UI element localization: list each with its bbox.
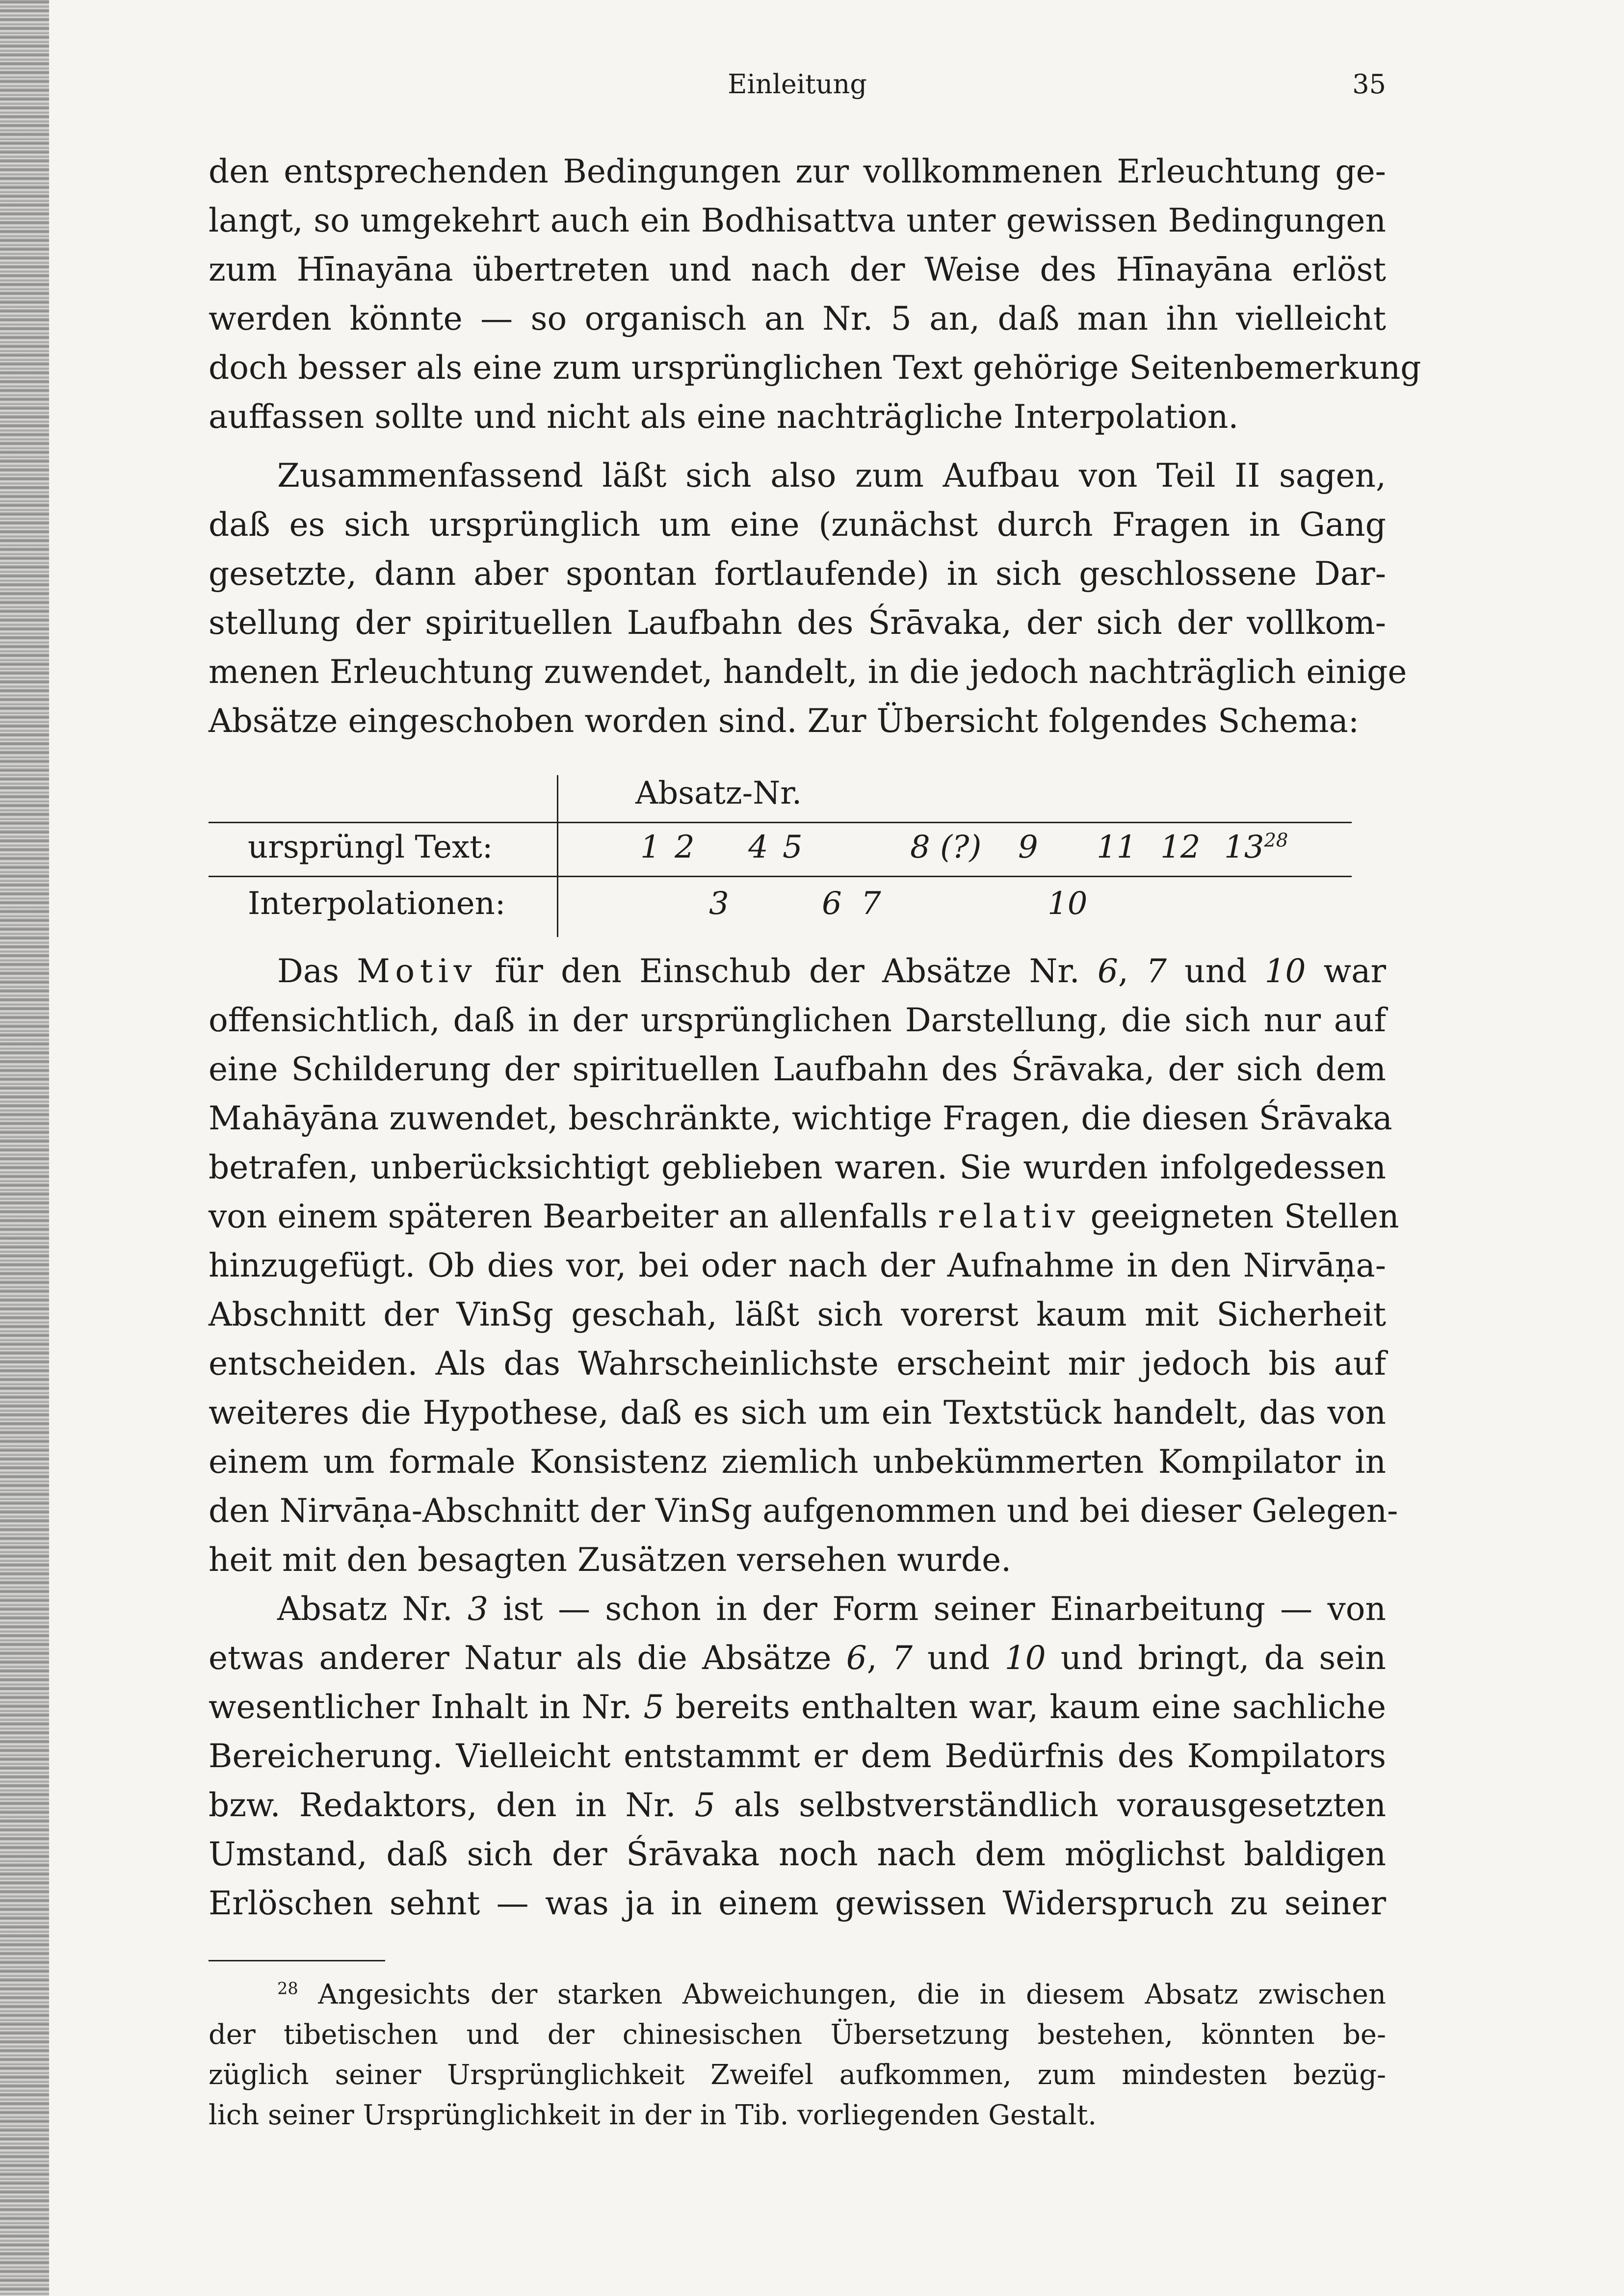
scheme-number: 5	[783, 829, 803, 865]
text-span: und bringt, da sein	[1060, 1639, 1386, 1677]
text-line: werden könnte — so organisch an Nr. 5 an, daß man ihn vielleicht	[209, 300, 1386, 338]
number-reference: 5	[643, 1688, 664, 1726]
text-line: doch besser als eine zum ursprünglichen Text gehörige Seitenbemerkung	[209, 349, 1421, 387]
text-line: den entsprechenden Bedingungen zur vollkommenen Erleuchtung ge-	[209, 153, 1386, 190]
table-rule-middle	[209, 876, 1352, 877]
text-line: auffassen sollte und nicht als eine nachträgliche Interpolation.	[209, 398, 1239, 436]
text-line: der tibetischen und der chinesischen Übersetzung bestehen, könnten be-	[209, 2019, 1386, 2051]
text-line: den Nirvāṇa-Abschnitt der VinSg aufgenommen und bei dieser Gelegen-	[209, 1492, 1398, 1530]
page-header	[209, 69, 1386, 103]
footnote-rule	[209, 1960, 385, 1961]
footnote-28	[209, 1975, 1386, 2136]
table-rule-top	[209, 822, 1352, 823]
text-line: zum Hīnayāna übertreten und nach der Weise des Hīnayāna erlöst	[209, 251, 1386, 288]
number-reference: 6	[846, 1639, 867, 1677]
running-head: Einleitung	[728, 69, 867, 100]
text-line: entscheiden. Als das Wahrscheinlichste erscheint mir jedoch bis auf	[209, 1345, 1386, 1383]
scheme-number: 4	[748, 829, 768, 865]
text-line: züglich seiner Ursprünglichkeit Zweifel aufkommen, zum mindesten bezüg-	[209, 2059, 1386, 2091]
text-span: Angesichts der starken Abweichungen, die in diesem Absatz zwischen	[318, 1979, 1386, 2010]
text-line: gesetzte, dann aber spontan fortlaufende) in sich geschlossene Dar-	[209, 555, 1386, 593]
text-line	[209, 1585, 1386, 1634]
number-reference: 7	[891, 1639, 913, 1677]
number-reference: 7	[1146, 952, 1167, 990]
scheme-table	[209, 765, 1386, 937]
scheme-number	[1224, 829, 1288, 865]
text-line: Abschnitt der VinSg geschah, läßt sich vorerst kaum mit Sicherheit	[209, 1296, 1386, 1333]
text-line: lich seiner Ursprünglichkeit in der in Tib. vorliegenden Gestalt.	[209, 2099, 1097, 2131]
text-line	[209, 1975, 1386, 2015]
text-line	[209, 1781, 1386, 1830]
text-line: weiteres die Hypothese, daß es sich um ein Textstück handelt, das von	[209, 1394, 1386, 1432]
text-line: langt, so umgekehrt auch ein Bodhisattva unter gewissen Bedingungen	[209, 202, 1386, 239]
paragraph-2	[209, 451, 1407, 746]
text-line: betrafen, unberücksichtigt geblieben waren. Sie wurden infolgedessen	[209, 1148, 1386, 1186]
number-reference: 10	[1264, 952, 1306, 990]
text-line: Absätze eingeschoben worden sind. Zur Übersicht folgendes Schema:	[209, 702, 1360, 740]
text-line: etwas anderer Natur als die Absätze 6, 7 und 10 und bringt, da sein	[209, 1639, 1386, 1677]
text-line: daß es sich ursprünglich um eine (zunächst durch Fragen in Gang	[209, 506, 1386, 544]
text-line	[209, 1192, 1399, 1241]
page-number: 35	[1352, 69, 1386, 100]
scheme-row-label-interpolations: Interpolationen:	[248, 886, 506, 922]
text-span: bzw. Redaktors, den in Nr.	[209, 1786, 676, 1824]
scheme-number: 3	[709, 886, 729, 922]
number-reference: 3	[468, 1590, 489, 1628]
text-span: und	[1184, 952, 1247, 990]
text-span: als selbstverständlich vorausgesetzten	[733, 1786, 1386, 1824]
text-line: Zusammenfassend läßt sich also zum Aufbau von Teil II sagen,	[277, 457, 1386, 495]
text-line: einem um formale Konsistenz ziemlich unbekümmerten Kompilator in	[209, 1443, 1386, 1481]
text-line: Erlöschen sehnt — was ja in einem gewissen Widerspruch zu seiner	[209, 1884, 1386, 1922]
text-line: heit mit den besagten Zusätzen versehen wurde.	[209, 1541, 1012, 1579]
scheme-number: 1	[640, 829, 660, 865]
footnote-mark: 28	[277, 1979, 298, 1998]
scheme-row-label-original: ursprüngl Text:	[248, 829, 493, 865]
text-line: Das Motiv für den Einschub der Absätze Nr. 6, 7 und 10 war	[277, 952, 1387, 990]
scheme-number: 2	[675, 829, 695, 865]
text-span: Absatz Nr.	[277, 1590, 453, 1628]
text-line: offensichtlich, daß in der ursprünglichen Darstellung, die sich nur auf	[209, 1001, 1386, 1039]
text-line: menen Erleuchtung zuwendet, handelt, in die jedoch nachträglich einige	[209, 653, 1407, 691]
table-vertical-rule	[557, 775, 558, 937]
scheme-number: 9	[1018, 829, 1038, 865]
text-line: Mahāyāna zuwendet, beschränkte, wichtige Fragen, die diesen Śrāvaka	[209, 1099, 1392, 1137]
scheme-column-header: Absatz-Nr.	[635, 775, 802, 811]
text-line: stellung der spirituellen Laufbahn des Śrāvaka, der sich der vollkom-	[209, 604, 1386, 642]
scheme-number: 12	[1160, 829, 1201, 865]
text-line: eine Schilderung der spirituellen Laufbahn des Śrāvaka, der sich dem	[209, 1050, 1386, 1088]
text-span: ist — schon in der Form seiner Einarbeitung — von	[503, 1590, 1386, 1628]
paragraph-3	[209, 947, 1399, 1585]
text-span: und	[927, 1639, 990, 1677]
text-line: hinzugefügt. Ob dies vor, bei oder nach der Aufnahme in den Nirvāṇa-	[209, 1247, 1386, 1284]
paragraph-4	[209, 1585, 1386, 1928]
text-span: bereits enthalten war, kaum eine sachliche	[675, 1688, 1387, 1726]
text-span: war	[1323, 952, 1387, 990]
emphasized-word: relativ	[938, 1198, 1080, 1235]
scheme-number: 8 (?)	[910, 829, 982, 865]
number-reference: 10	[1004, 1639, 1046, 1677]
footnote-reference: 28	[1264, 829, 1288, 852]
text-span: von einem späteren Bearbeiter an allenfalls	[209, 1198, 928, 1235]
number-reference: 6	[1097, 952, 1118, 990]
paragraph-1	[209, 147, 1421, 442]
scanned-page-edge	[0, 0, 49, 2296]
text-span: wesentlicher Inhalt in Nr.	[209, 1688, 632, 1726]
scheme-number: 7	[861, 886, 881, 922]
text-span: etwas anderer Natur als die Absätze	[209, 1639, 832, 1677]
text-line	[209, 1683, 1386, 1732]
text-line: Umstand, daß sich der Śrāvaka noch nach dem möglichst baldigen	[209, 1835, 1386, 1873]
scheme-number: 6	[822, 886, 842, 922]
emphasized-word: Motiv	[357, 952, 477, 990]
text-span: Das	[277, 952, 340, 990]
text-line: Bereicherung. Vielleicht entstammt er dem Bedürfnis des Kompilators	[209, 1737, 1386, 1775]
text-span: für den Einschub der Absätze Nr.	[495, 952, 1080, 990]
number-reference: 5	[694, 1786, 715, 1824]
scheme-number: 10	[1048, 886, 1088, 922]
scheme-number-text: 13	[1224, 829, 1264, 865]
scheme-number: 11	[1097, 829, 1137, 865]
text-span: geeigneten Stellen	[1090, 1198, 1399, 1235]
